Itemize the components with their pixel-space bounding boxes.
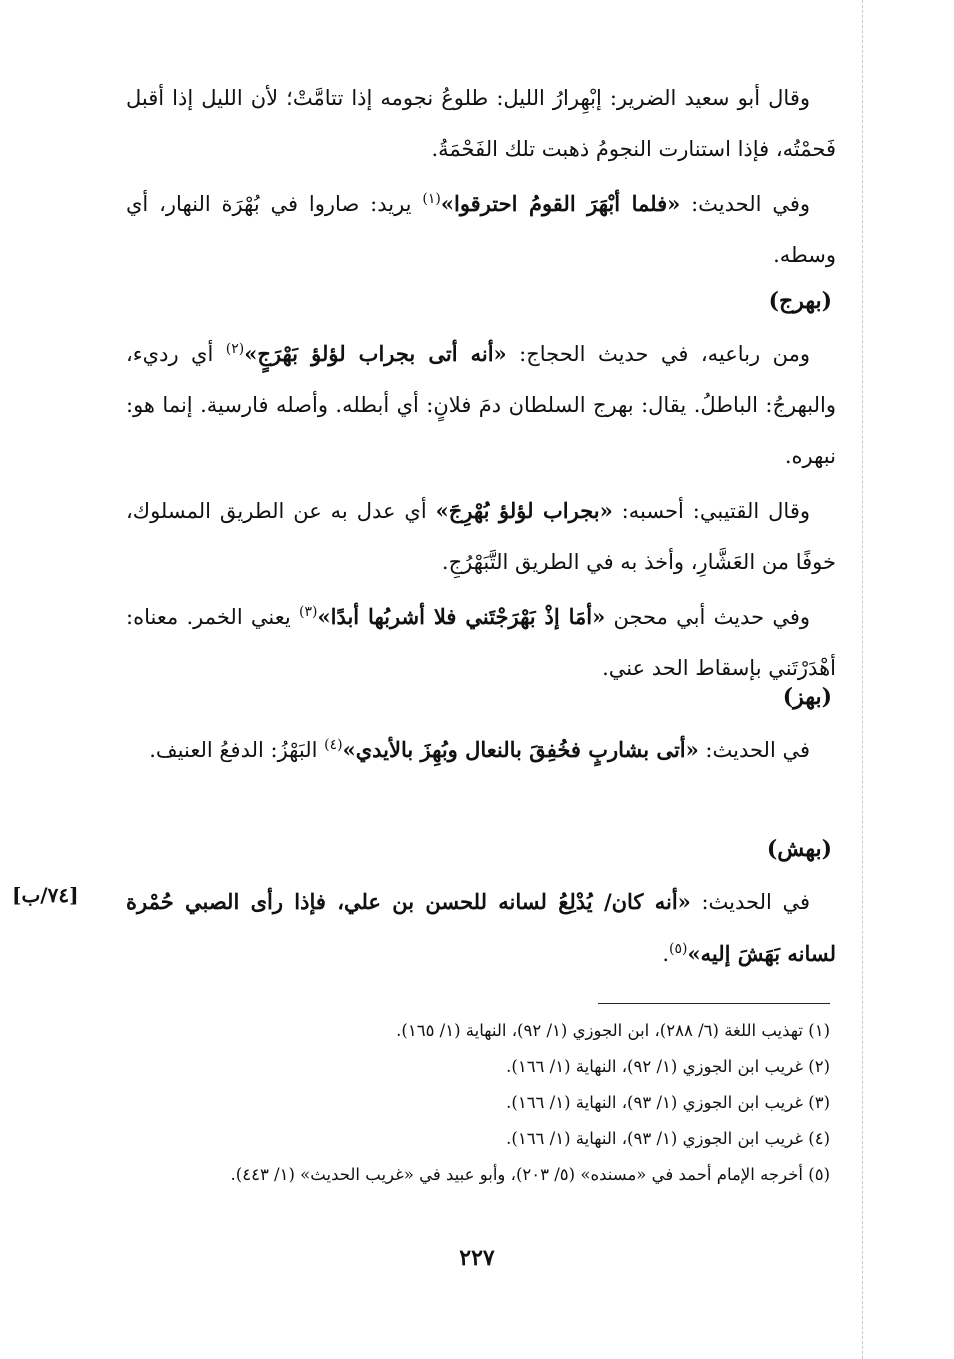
hadith-quote: «أنه أتى بجراب لؤلؤ بَهْرَجٍ» — [244, 341, 507, 366]
paragraph-text: وقال القتيبي: أحسبه: — [612, 499, 811, 523]
paragraph-text: وفي حديث أبي محجن — [605, 605, 811, 629]
paragraph-text: في الحديث: — [690, 890, 810, 914]
footnote-ref: (٢) — [225, 341, 245, 357]
hadith-quote: «بجراب لؤلؤ بُهْرِجَ» — [435, 498, 613, 523]
footnote-ref: (١) — [422, 191, 441, 207]
hadith-quote: «فلما أبْهَرَ القومُ احترقوا» — [440, 191, 681, 216]
section-bahash — [126, 822, 836, 980]
hadith-quote: «أتى بشاربٍ فخُفِقَ بالنعال وبُهِزَ بالأيدي» — [342, 737, 699, 762]
entry-heading: (بهش) — [766, 836, 832, 862]
footnote: (٤) غريب ابن الجوزي (١/ ٩٣)، النهاية (١/ ١٦٦). — [506, 1129, 830, 1148]
paragraph-text: أي عدل به عن الطريق المسلوك، خوفًا من العَشَّارِ، وأخذ به في الطريق التَّبَهْرُجِ. — [126, 499, 836, 574]
paragraph-text: يريد: صاروا في بُهْرَة النهار، أي وسطه. — [126, 192, 836, 267]
paragraph-text: يعني الخمر. معناه: أهْدَرْتَني بإسقاط الحد عني. — [126, 605, 836, 680]
paragraph — [126, 485, 836, 588]
manuscript-folio-marker: [٧٤/ب] — [12, 883, 79, 907]
footnote-ref: (٣) — [299, 604, 318, 620]
footnote: (١) تهذيب اللغة (٦/ ٢٨٨)، ابن الجوزي (١/ ٩٢)، النهاية (١/ ١٦٥). — [396, 1021, 830, 1040]
paragraph-text: ومن رباعيه، في حديث الحجاج: — [506, 342, 810, 366]
footnote-separator — [598, 1003, 830, 1004]
paragraph — [126, 178, 836, 281]
footnote-ref: (٥) — [669, 941, 688, 957]
footnote: (٥) أخرجه الإمام أحمد في «مسنده» (٥/ ٢٠٣)، وأبو عبيد في «غريب الحديث» (١/ ٤٤٣). — [230, 1165, 830, 1184]
section-bahr — [126, 73, 836, 281]
entry-heading: (بهز) — [782, 684, 832, 710]
hadith-quote: «أمَا إذْ بَهْرَجْتَني فلا أشربُها أبدًا» — [317, 604, 606, 629]
footnotes — [130, 1013, 830, 1193]
paragraph-text: . — [662, 942, 670, 966]
section-bahraj — [126, 274, 836, 694]
paragraph — [126, 73, 836, 175]
section-bahz — [126, 670, 836, 776]
page-number: ٢٢٧ — [459, 1245, 495, 1271]
paragraph — [126, 876, 836, 980]
paragraph-text: في الحديث: — [698, 738, 810, 762]
paragraph — [126, 724, 836, 776]
paragraph — [126, 328, 836, 482]
paragraph-text: البَهْزُ: الدفعُ العنيف. — [149, 738, 325, 762]
paragraph-text: أي رديء، والبهرجُ: الباطلُ. يقال: بهرج السلطان دمَ فلانٍ: أي أبطله. وأصله فارسية. إنما هو: نبهره. — [126, 342, 836, 468]
scan-edge-line — [862, 0, 863, 1359]
entry-heading: (بهرج) — [768, 288, 832, 314]
paragraph-text: وقال أبو سعيد الضرير: إبْهِرارُ الليل: طلوعُ نجومه إذا تتامَّتْ؛ لأن الليل إذا أقبل فَحمْتُه، فإذا استنارت النجومُ ذهبت تلك الفَحْمَةُ. — [126, 86, 836, 161]
footnote: (٢) غريب ابن الجوزي (١/ ٩٢)، النهاية (١/ ١٦٦). — [506, 1057, 830, 1076]
footnote: (٣) غريب ابن الجوزي (١/ ٩٣)، النهاية (١/ ١٦٦). — [506, 1093, 830, 1112]
paragraph-text: وفي الحديث: — [680, 192, 811, 216]
hadith-quote: «أنه كان/ يُدْلِعُ لسانه للحسن بن علي، فإذا رأى الصبي حُمْرة لسانه بَهَشَ إليه» — [126, 889, 836, 966]
footnote-ref: (٤) — [324, 737, 343, 753]
